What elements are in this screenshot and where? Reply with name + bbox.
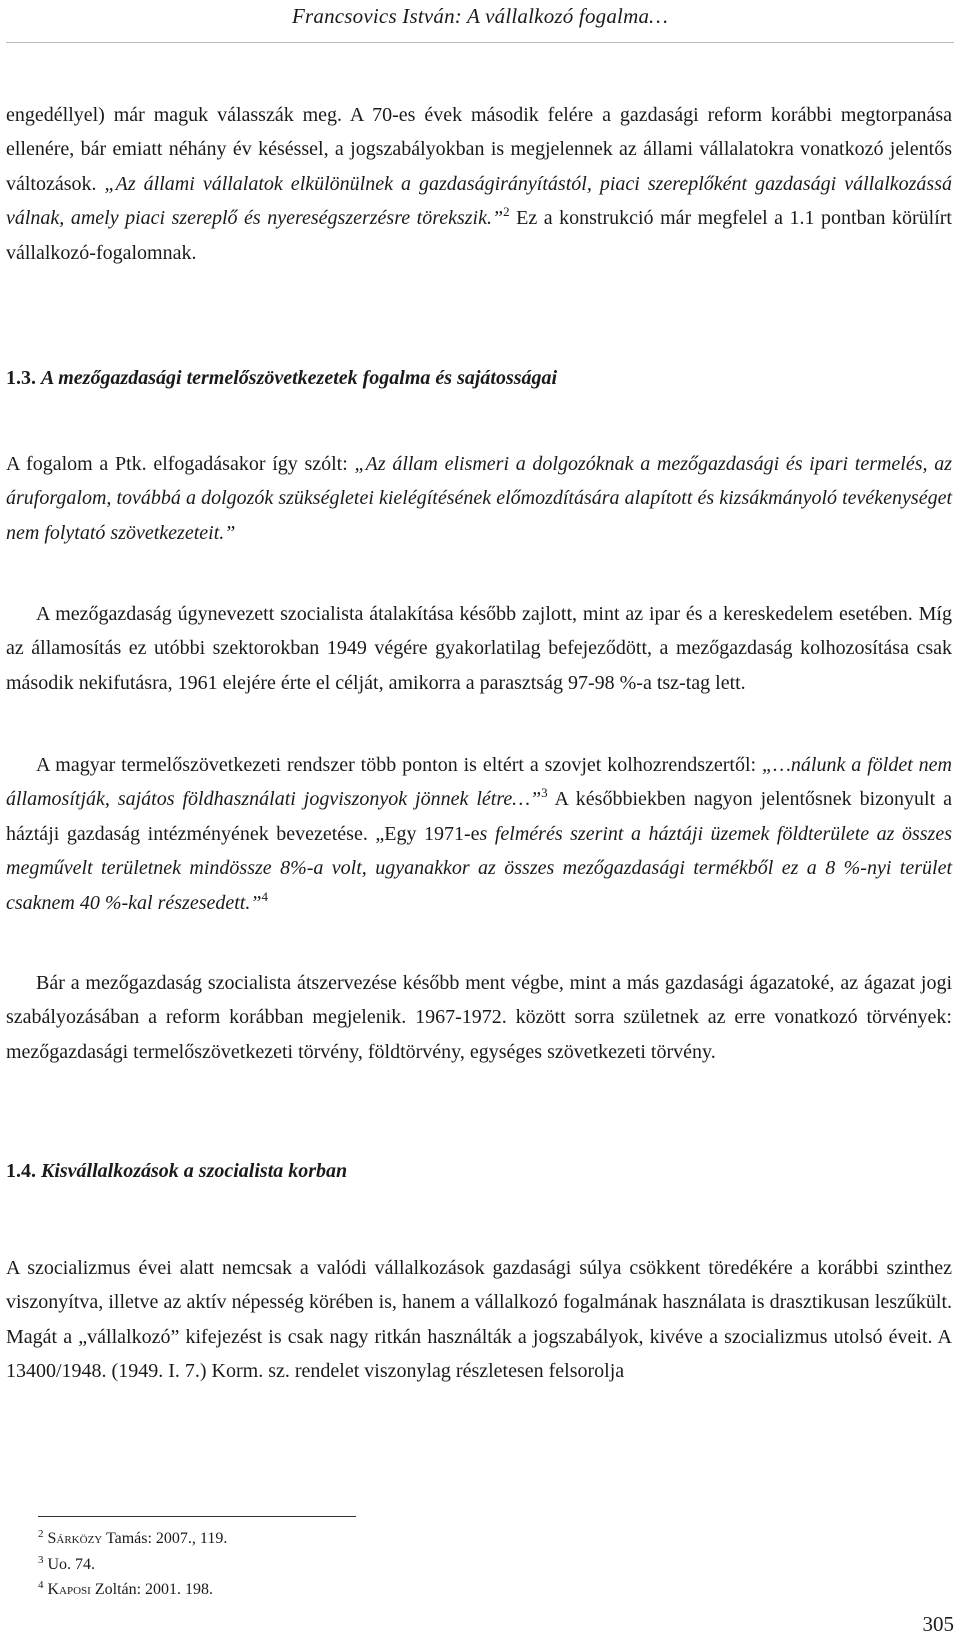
paragraph-1 [6, 98, 952, 270]
footnote-2 [38, 1529, 227, 1549]
footnote-ref-3[interactable]: 3 [541, 785, 548, 801]
running-header: Francsovics István: A vállalkozó fogalma… [291, 4, 669, 28]
paragraph-2-text: A fogalom a Ptk. elfogadásakor így szólt: [6, 453, 355, 475]
quote-household-farms: s felmérés szerint a háztáji üzemek földterülete az összes megművelt területnek mindössze 8%-a volt, ugyanakkor az összes mezőgazdasági termékből ez a 8 %-nyi terület csaknem 40 %-kal részesedett.” [6, 822, 952, 914]
paragraph-4-text-a: A magyar termelőszövetkezeti rendszer több ponton is eltért a szovjet kolhozrendszertől: [36, 754, 763, 776]
paragraph-2 [6, 447, 952, 550]
footnote-text: Zoltán: 2001. 198. [90, 1581, 214, 1598]
paragraph-1-text-a: engedéllyel) már maguk válasszák meg. A 70-es évek második felére a gazdasági reform korábbi megtorpanása ellenére, bár emiatt néhány év késéssel, a jogszabályokban is megjelennek az állami vállalatokra vonatkozó jelentős változások. [6, 104, 952, 195]
quote-land-use: „…nálunk a földet nem államosítják, sajátos földhasználati jogviszonyok jönnek létre…” [6, 754, 952, 811]
paragraph-4 [6, 748, 952, 920]
footnote-ref-4[interactable]: 4 [261, 888, 268, 904]
section-number: 1.4. [6, 1160, 36, 1182]
paragraph-6-text: A szocializmus évei alatt nemcsak a valódi vállalkozások gazdasági súlya csökkent töredékére a korábbi szinthez viszonyítva, illetve az aktív népesség körében is, hanem a vállalkozó fogalmának használata is drasztikusan leszűkült. Magát a „vállalkozó” kifejezést is csak nagy ritkán használták a jogszabályok, kivéve a szocializmus utolsó éveit. A 13400/1948. (1949. I. 7.) Korm. sz. rendelet viszonylag részletesen felsorolja [6, 1257, 952, 1383]
paragraph-5-text: Bár a mezőgazdaság szocialista átszervezése később ment végbe, mint a más gazdasági ágazatoké, az ágazat jogi szabályozásában a reform korábban megjelenik. 1967-1972. között sorra születnek az erre vonatkozó törvények: mezőgazdasági termelőszövetkezeti törvény, földtörvény, egységes szövetkezeti törvény. [6, 972, 952, 1063]
paragraph-4-text-b: A későbbiekben nagyon jelentősnek bizonyult a háztáji gazdaság intézményének bevezetése. „Egy 1971-e [6, 788, 953, 845]
footnote-number: 2 [38, 1528, 44, 1540]
paragraph-5 [6, 966, 952, 1069]
section-title: Kisvállalkozások a szocialista korban [41, 1160, 348, 1182]
footnote-number: 3 [38, 1554, 44, 1566]
footnote-text: Uo. 74. [47, 1556, 96, 1573]
footnote-author: Kaposi [47, 1581, 91, 1598]
section-heading-1-4 [6, 1160, 347, 1183]
section-number: 1.3. [6, 367, 36, 389]
quote-state-enterprises: „Az állami vállalatok elkülönülnek a gazdaságirányítástól, piaci szereplőként gazdasági vállalkozássá válnak, amely piaci szereplő és nyereségszerzésre törekszik.” [6, 172, 952, 230]
paragraph-6 [6, 1251, 952, 1389]
footnote-divider [38, 1516, 356, 1517]
footnote-number: 4 [38, 1579, 44, 1591]
footnote-author: Sárközy [47, 1530, 103, 1547]
header-divider [6, 42, 954, 43]
footnote-text: Tamás: 2007., 119. [102, 1530, 228, 1547]
footnote-4 [38, 1580, 213, 1600]
quote-ptk-definition: „Az állam elismeri a dolgozóknak a mezőgazdasági és ipari termelés, az áruforgalom, továbbá a dolgozók szükségletei kielégítésének előmozdítására alapított és kizsákmányoló tevékenységet nem folytató szövetkezeteit.” [6, 453, 953, 544]
section-title: A mezőgazdasági termelőszövetkezetek fogalma és sajátosságai [41, 367, 558, 389]
paragraph-3 [6, 597, 952, 700]
footnote-ref-2[interactable]: 2 [503, 204, 510, 220]
paragraph-3-text: A mezőgazdaság úgynevezett szocialista átalakítása később zajlott, mint az ipar és a kereskedelem esetében. Míg az államosítás ez utóbbi szektorokban 1949 végére gyakorlatilag befejeződött, a mezőgazdaság kolhozosítása csak második nekifutásra, 1961 elejére érte el célját, amikorra a parasztság 97-98 %-a tsz-tag lett. [6, 603, 952, 694]
footnote-3 [38, 1555, 95, 1575]
section-heading-1-3 [6, 367, 557, 390]
paragraph-1-text-b: Ez a konstrukció már megfelel a 1.1 pontban körülírt vállalkozó-fogalomnak. [6, 207, 952, 264]
page-number: 305 [922, 1612, 954, 1636]
